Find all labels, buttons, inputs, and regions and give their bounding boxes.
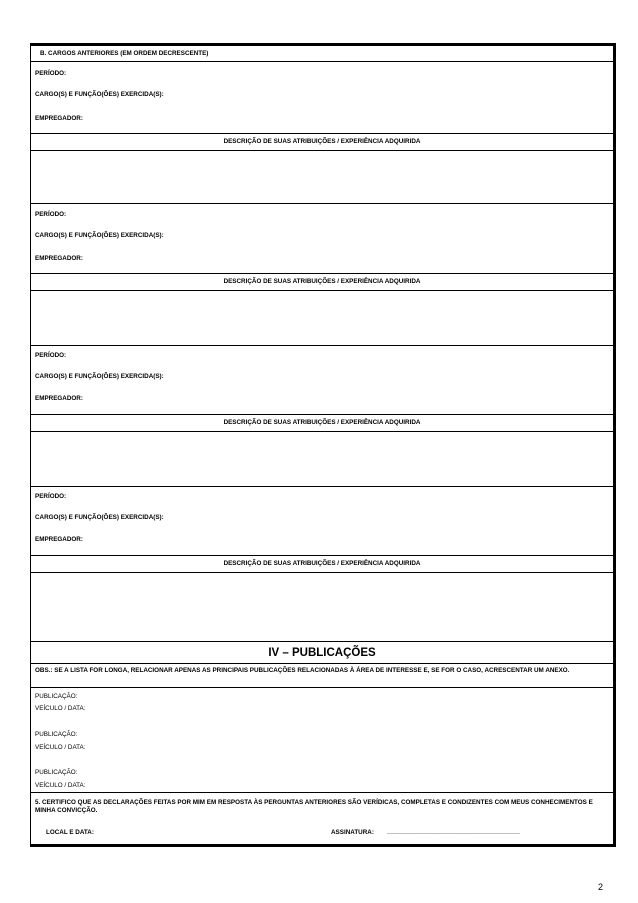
job-entry-4[interactable] [31, 486, 613, 555]
job-entry-1[interactable] [31, 61, 613, 133]
vehicle-date-label: VEÍCULO / DATA: [35, 744, 86, 751]
description-header-label: DESCRIÇÃO DE SUAS ATRIBUIÇÕES / EXPERIÊNCIA ADQUIRIDA [223, 138, 421, 145]
publication-label: PUBLICAÇÃO: [35, 693, 78, 700]
publications-obs: OBS.: SE A LISTA FOR LONGA, RELACIONAR APENAS AS PRINCIPAIS PUBLICAÇÕES RELACIONADAS À ÁREA DE INTERESSE E, SE FOR O CASO, ACRESCENTAR UM ANEXO. [35, 667, 570, 674]
employer-label: EMPREGADOR: [35, 255, 83, 262]
publications-list[interactable] [31, 687, 613, 792]
signature-label: ASSINATURA: [331, 829, 374, 836]
vehicle-date-label: VEÍCULO / DATA: [35, 782, 86, 789]
vehicle-date-label: VEÍCULO / DATA: [35, 705, 86, 712]
section-b-header [31, 46, 613, 61]
positions-label: CARGO(S) E FUNÇÃO(ÕES) EXERCIDA(S): [35, 232, 164, 239]
description-header-4 [31, 555, 613, 572]
positions-label: CARGO(S) E FUNÇÃO(ÕES) EXERCIDA(S): [35, 91, 164, 98]
publications-title: IV – PUBLICAÇÕES [268, 647, 376, 659]
description-header-3 [31, 414, 613, 431]
section-b-title: B. CARGOS ANTERIORES (EM ORDEM DECRESCENTE) [40, 50, 209, 57]
description-header-label: DESCRIÇÃO DE SUAS ATRIBUIÇÕES / EXPERIÊNCIA ADQUIRIDA [223, 560, 421, 567]
positions-label: CARGO(S) E FUNÇÃO(ÕES) EXERCIDA(S): [35, 373, 164, 380]
certification-box [31, 792, 613, 847]
period-label: PERÍODO: [35, 211, 67, 218]
publication-label: PUBLICAÇÃO: [35, 769, 78, 776]
signature-line[interactable]: ______________________________________ [387, 828, 521, 835]
description-area-4[interactable] [31, 572, 613, 641]
description-header-label: DESCRIÇÃO DE SUAS ATRIBUIÇÕES / EXPERIÊNCIA ADQUIRIDA [223, 278, 421, 285]
description-area-1[interactable] [31, 150, 613, 203]
publication-label: PUBLICAÇÃO: [35, 731, 78, 738]
page-number: 2 [598, 882, 604, 892]
description-area-3[interactable] [31, 431, 613, 486]
description-header-2 [31, 273, 613, 290]
publications-header [31, 641, 613, 663]
description-header-label: DESCRIÇÃO DE SUAS ATRIBUIÇÕES / EXPERIÊNCIA ADQUIRIDA [223, 419, 421, 426]
employer-label: EMPREGADOR: [35, 536, 83, 543]
period-label: PERÍODO: [35, 352, 67, 359]
publications-obs-box [31, 663, 613, 687]
form-page [30, 43, 616, 847]
employer-label: EMPREGADOR: [35, 395, 83, 402]
certification-text: 5. CERTIFICO QUE AS DECLARAÇÕES FEITAS POR MIM EM RESPOSTA ÀS PERGUNTAS ANTERIORES SÃO VERÍDICAS, COMPLETAS E CONDIZENTES COM MEUS CONHECIMENTOS E MINHA CONVICÇÃO. [35, 799, 593, 814]
job-entry-2[interactable] [31, 203, 613, 273]
description-header-1 [31, 133, 613, 150]
local-date-label: LOCAL E DATA: [46, 829, 94, 836]
employer-label: EMPREGADOR: [35, 115, 83, 122]
job-entry-3[interactable] [31, 345, 613, 414]
description-area-2[interactable] [31, 290, 613, 345]
positions-label: CARGO(S) E FUNÇÃO(ÕES) EXERCIDA(S): [35, 514, 164, 521]
period-label: PERÍODO: [35, 493, 67, 500]
period-label: PERÍODO: [35, 70, 67, 77]
